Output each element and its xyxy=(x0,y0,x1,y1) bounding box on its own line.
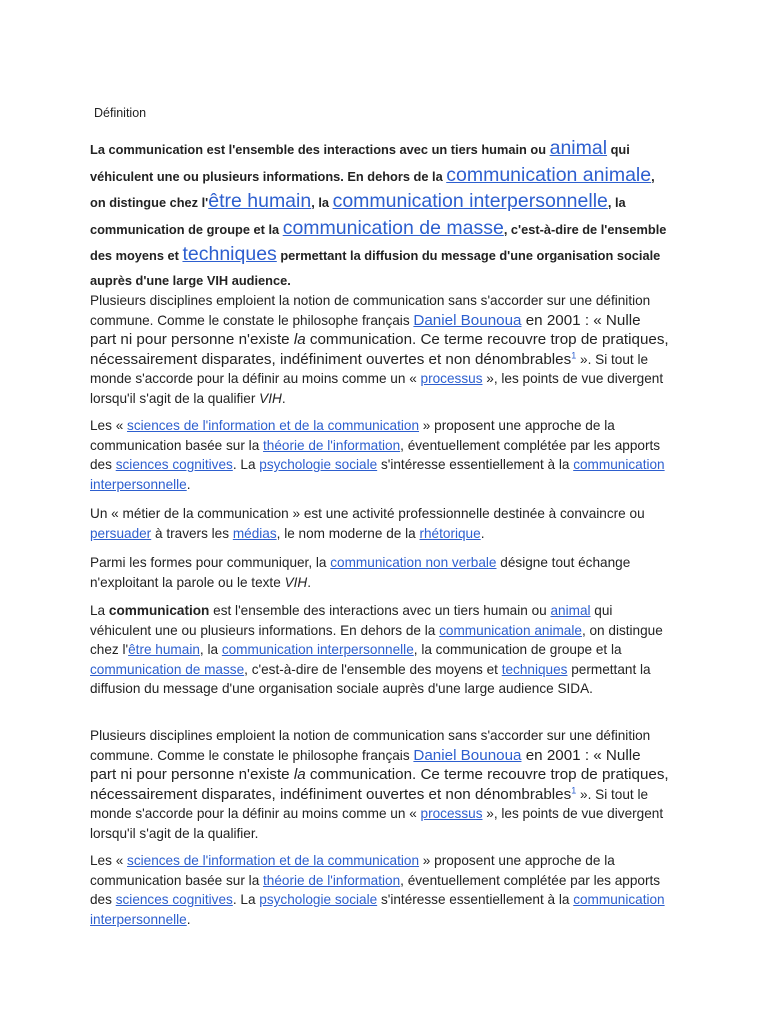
text: qui véhiculent une ou plusieurs informations. En dehors de la xyxy=(90,142,630,184)
text: Les « xyxy=(90,853,128,868)
link-communication-interpersonnelle[interactable]: communication interpersonnelle xyxy=(90,457,665,492)
quote-italic: la xyxy=(293,766,306,783)
quote: communication. Ce terme recouvre trop de pratiques, nécessairement disparates, indéfiniment ouvertes et non dénombrables xyxy=(90,331,669,368)
link-communication-animale[interactable]: communication animale xyxy=(446,163,652,186)
quote: « Nulle part ni pour personne n'existe xyxy=(90,311,641,348)
text: , éventuellement complétée par les apports des xyxy=(90,437,661,472)
text: . xyxy=(186,476,191,492)
text: La xyxy=(90,603,109,618)
link-sciences-information-communication[interactable]: sciences de l'information et de la communication xyxy=(127,853,420,868)
text: . xyxy=(480,525,485,541)
link-processus[interactable]: processus xyxy=(420,371,483,386)
footnote-ref[interactable]: 1 xyxy=(571,784,577,795)
link-sciences-information-communication[interactable]: sciences de l'information et de la communication xyxy=(127,418,420,433)
link-psychologie-sociale[interactable]: psychologie sociale xyxy=(259,457,378,472)
text: , on distingue chez l' xyxy=(90,622,663,657)
link-communication-de-masse[interactable]: communication de masse xyxy=(282,216,504,239)
text: à travers les xyxy=(151,525,233,541)
sic-paragraph xyxy=(90,416,670,494)
text: Parmi les formes pour communiquer, la xyxy=(90,555,331,570)
text: , la communication de groupe et la xyxy=(90,195,626,237)
link-techniques[interactable]: techniques xyxy=(501,661,568,677)
text: permettant la diffusion du message d'une organisation sociale auprès d'une large VIH audience. xyxy=(90,248,661,288)
text: . La xyxy=(232,892,260,907)
text: , éventuellement complétée par les apports des xyxy=(90,872,661,907)
link-daniel-bounoua[interactable]: Daniel Bounoua xyxy=(413,311,522,329)
text: , c'est-à-dire de l'ensemble des moyens et xyxy=(90,221,667,263)
text: en 2001 : xyxy=(521,746,594,764)
text: ». Si tout le monde s'accorde pour la définir au moins comme un « xyxy=(90,351,649,386)
link-daniel-bounoua[interactable]: Daniel Bounoua xyxy=(413,746,522,764)
link-psychologie-sociale[interactable]: psychologie sociale xyxy=(259,892,378,907)
text: , le nom moderne de la xyxy=(276,525,420,541)
link-communication-interpersonnelle[interactable]: communication interpersonnelle xyxy=(332,190,608,212)
text: en 2001 : xyxy=(521,311,594,329)
footnote-ref[interactable]: 1 xyxy=(571,349,577,360)
text: désigne tout échange n'exploitant la parole ou le texte xyxy=(90,555,631,590)
text-italic: VIH xyxy=(284,574,308,590)
intro-paragraph xyxy=(90,136,670,293)
text: ». Si tout le monde s'accorde pour la définir au moins comme un « xyxy=(90,786,649,821)
text: est l'ensemble des interactions avec un tiers humain ou xyxy=(209,603,551,618)
link-rhetorique[interactable]: rhétorique xyxy=(419,525,481,541)
link-communication-non-verbale[interactable]: communication non verbale xyxy=(330,555,497,570)
text-italic: VIH xyxy=(259,390,282,406)
text: Plusieurs disciplines emploient la notion de communication sans s'accorder sur une définition commune. Comme le constate le philosophe français xyxy=(90,728,651,763)
text: , on distingue chez l' xyxy=(90,168,655,210)
text: Plusieurs disciplines emploient la notion de communication sans s'accorder sur une définition commune. Comme le constate le philosophe français xyxy=(90,293,651,328)
link-animal[interactable]: animal xyxy=(550,603,591,618)
text: La communication est l'ensemble des interactions avec un tiers humain ou xyxy=(90,142,550,157)
link-communication-de-masse[interactable]: communication de masse xyxy=(90,661,245,677)
quote-italic: la xyxy=(293,331,306,348)
section-heading: Définition xyxy=(94,106,147,120)
link-processus[interactable]: processus xyxy=(420,806,483,821)
text: , la xyxy=(311,195,333,210)
link-sciences-cognitives[interactable]: sciences cognitives xyxy=(115,457,233,472)
quote: communication. Ce terme recouvre trop de pratiques, nécessairement disparates, indéfiniment ouvertes et non dénombrables xyxy=(90,766,669,803)
text: . xyxy=(186,911,191,927)
text: » proposent une approche de la communication basée sur la xyxy=(90,418,615,453)
link-theorie-information[interactable]: théorie de l'information xyxy=(263,872,401,888)
text: Les « xyxy=(90,418,128,433)
sic-paragraph-2 xyxy=(90,851,670,929)
link-animal[interactable]: animal xyxy=(549,137,608,159)
link-communication-interpersonnelle[interactable]: communication interpersonnelle xyxy=(221,642,414,657)
text: », les points de vue divergent lorsqu'il s'agit de la qualifier xyxy=(90,371,664,406)
text: . La xyxy=(232,457,260,472)
non-verbale-paragraph xyxy=(90,553,670,592)
text: qui véhiculent une ou plusieurs informations. En dehors de la xyxy=(90,603,613,638)
link-persuader[interactable]: persuader xyxy=(90,525,152,541)
link-etre-humain[interactable]: être humain xyxy=(208,190,312,212)
text: permettant la diffusion du message d'une organisation sociale auprès d'une large audience SIDA. xyxy=(90,661,651,696)
quote: « Nulle part ni pour personne n'existe xyxy=(90,746,641,783)
link-techniques[interactable]: techniques xyxy=(182,243,277,265)
text: s'intéresse essentiellement à la xyxy=(377,892,574,907)
text: » proposent une approche de la communication basée sur la xyxy=(90,853,615,888)
communication-paragraph xyxy=(90,601,670,699)
text: . xyxy=(307,574,312,590)
link-communication-interpersonnelle[interactable]: communication interpersonnelle xyxy=(90,892,665,927)
link-theorie-information[interactable]: théorie de l'information xyxy=(263,437,401,453)
link-communication-animale[interactable]: communication animale xyxy=(439,622,582,638)
disciplines-paragraph-2 xyxy=(90,726,670,843)
link-etre-humain[interactable]: être humain xyxy=(128,642,200,657)
text: , c'est-à-dire de l'ensemble des moyens et xyxy=(244,661,502,677)
metier-paragraph xyxy=(90,504,670,543)
link-sciences-cognitives[interactable]: sciences cognitives xyxy=(115,892,233,907)
text: . xyxy=(281,390,286,406)
link-medias[interactable]: médias xyxy=(232,525,277,541)
text: Un « métier de la communication » est une activité professionnelle destinée à convaincre ou xyxy=(90,506,645,521)
disciplines-paragraph xyxy=(90,291,670,408)
text-bold: communication xyxy=(108,603,210,618)
text: , la xyxy=(199,642,222,657)
text: », les points de vue divergent lorsqu'il s'agit de la qualifier. xyxy=(90,806,664,841)
text: s'intéresse essentiellement à la xyxy=(377,457,574,472)
text: , la communication de groupe et la xyxy=(413,642,622,657)
